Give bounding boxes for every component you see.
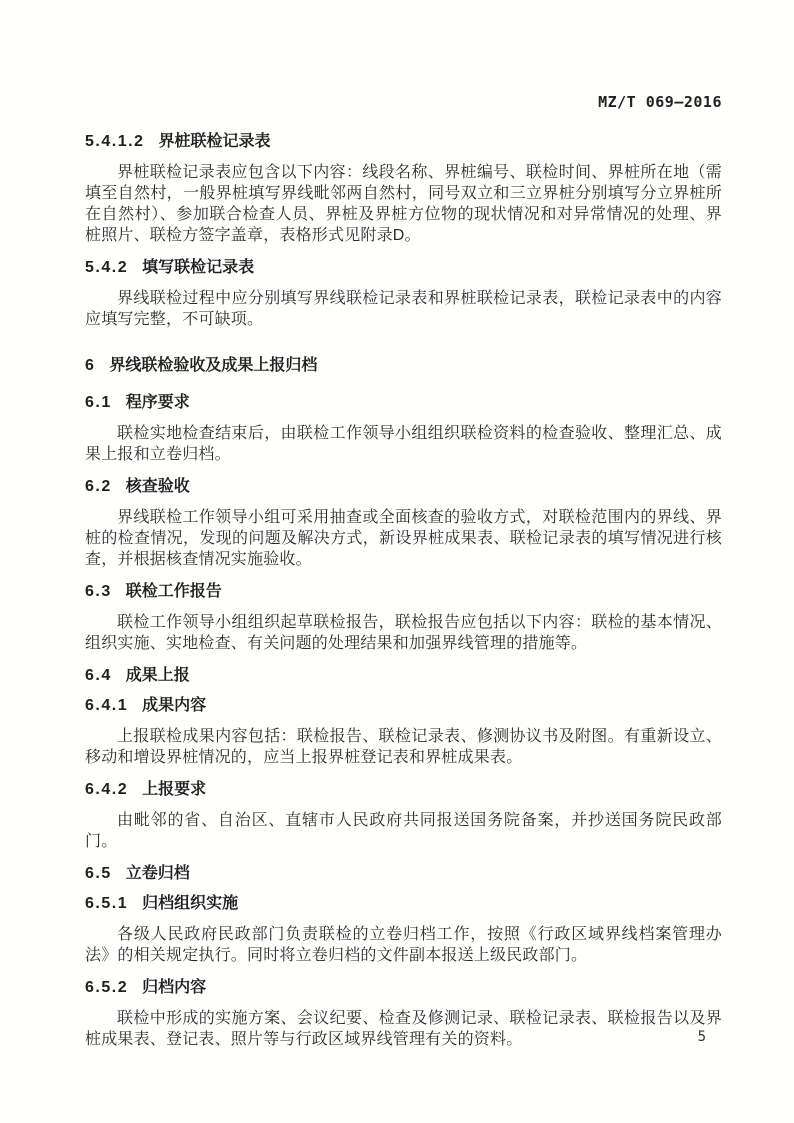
section-number: 6.4.1 xyxy=(85,697,129,714)
body-paragraph: 联检工作领导小组组织起草联检报告，联检报告应包括以下内容：联检的基本情况、组织实施、实地检查、有关问题的处理结果和加强界线管理的措施等。 xyxy=(85,614,722,652)
section-title: 立卷归档 xyxy=(125,865,190,882)
body-paragraph: 联检中形成的实施方案、会议纪要、检查及修测记录、联检记录表、联检报告以及界桩成果表、登记表、照片等与行政区域界线管理有关的资料。 xyxy=(85,1010,722,1048)
body-paragraph: 上报联检成果内容包括：联检报告、联检记录表、修测协议书及附图。有重新设立、移动和增设界桩情况的，应当上报界桩登记表和界桩成果表。 xyxy=(85,728,722,766)
section-title: 界桩联检记录表 xyxy=(158,133,271,150)
body-paragraph: 由毗邻的省、自治区、直辖市人民政府共同报送国务院备案，并抄送国务院民政部门。 xyxy=(85,812,722,850)
section-number: 6.4 xyxy=(85,667,112,684)
section-heading xyxy=(85,864,722,883)
page-number: 5 xyxy=(697,1029,706,1045)
section-number: 6.5.2 xyxy=(85,979,129,996)
section-title: 核查验收 xyxy=(125,478,190,495)
section-title: 成果内容 xyxy=(142,697,207,714)
body-paragraph: 联检实地检查结束后，由联检工作领导小组组织联检资料的检查验收、整理汇总、成果上报和立卷归档。 xyxy=(85,425,722,463)
section-number: 6.5 xyxy=(85,865,112,882)
section-title: 成果上报 xyxy=(125,667,190,684)
page-footer xyxy=(85,1028,706,1046)
section-number: 6.1 xyxy=(85,394,112,411)
section-heading xyxy=(85,780,722,799)
section-heading xyxy=(85,978,722,997)
section-number: 6 xyxy=(85,357,96,374)
body-paragraph: 界线联检过程中应分别填写界线联检记录表和界桩联检记录表，联检记录表中的内容应填写完整，不可缺项。 xyxy=(85,290,722,328)
section-number: 6.2 xyxy=(85,478,112,495)
section-title: 填写联检记录表 xyxy=(142,259,255,276)
section-title: 上报要求 xyxy=(142,781,207,798)
section-heading xyxy=(85,477,722,496)
section-number: 6.5.1 xyxy=(85,895,129,912)
section-heading xyxy=(85,393,722,412)
body-paragraph: 界桩联检记录表应包含以下内容：线段名称、界桩编号、联检时间、界桩所在地（需填至自然村，一般界桩填写界线毗邻两自然村，同号双立和三立界桩分别填写分立界桩所在自然村）、参加联合检查人员、界桩及界桩方位物的现状情况和对异常情况的处理、界桩照片、联检方签字盖章，表格形式见附录D。 xyxy=(85,164,722,244)
section-title: 联检工作报告 xyxy=(125,583,222,600)
section-title: 归档组织实施 xyxy=(142,895,239,912)
section-title: 界线联检验收及成果上报归档 xyxy=(109,357,318,374)
section-number: 6.4.2 xyxy=(85,781,129,798)
section-heading xyxy=(85,258,722,277)
section-number: 5.4.2 xyxy=(85,259,129,276)
section-title: 程序要求 xyxy=(125,394,190,411)
section-title: 归档内容 xyxy=(142,979,207,996)
document-content xyxy=(85,122,722,1062)
section-heading xyxy=(85,894,722,913)
section-heading xyxy=(85,132,722,151)
section-heading xyxy=(85,356,722,375)
body-paragraph: 界线联检工作领导小组可采用抽查或全面核查的验收方式，对联检范围内的界线、界桩的检查情况，发现的问题及解决方式，新设界桩成果表、联检记录表的填写情况进行核查，并根据核查情况实施验收。 xyxy=(85,509,722,568)
standard-number: MZ/T 069—2016 xyxy=(598,93,722,111)
body-paragraph: 各级人民政府民政部门负责联检的立卷归档工作，按照《行政区域界线档案管理办法》的相关规定执行。同时将立卷归档的文件副本报送上级民政部门。 xyxy=(85,926,722,964)
page-header xyxy=(85,93,722,112)
section-number: 5.4.1.2 xyxy=(85,133,145,150)
section-number: 6.3 xyxy=(85,583,112,600)
section-heading xyxy=(85,666,722,685)
section-heading xyxy=(85,582,722,601)
section-heading xyxy=(85,696,722,715)
